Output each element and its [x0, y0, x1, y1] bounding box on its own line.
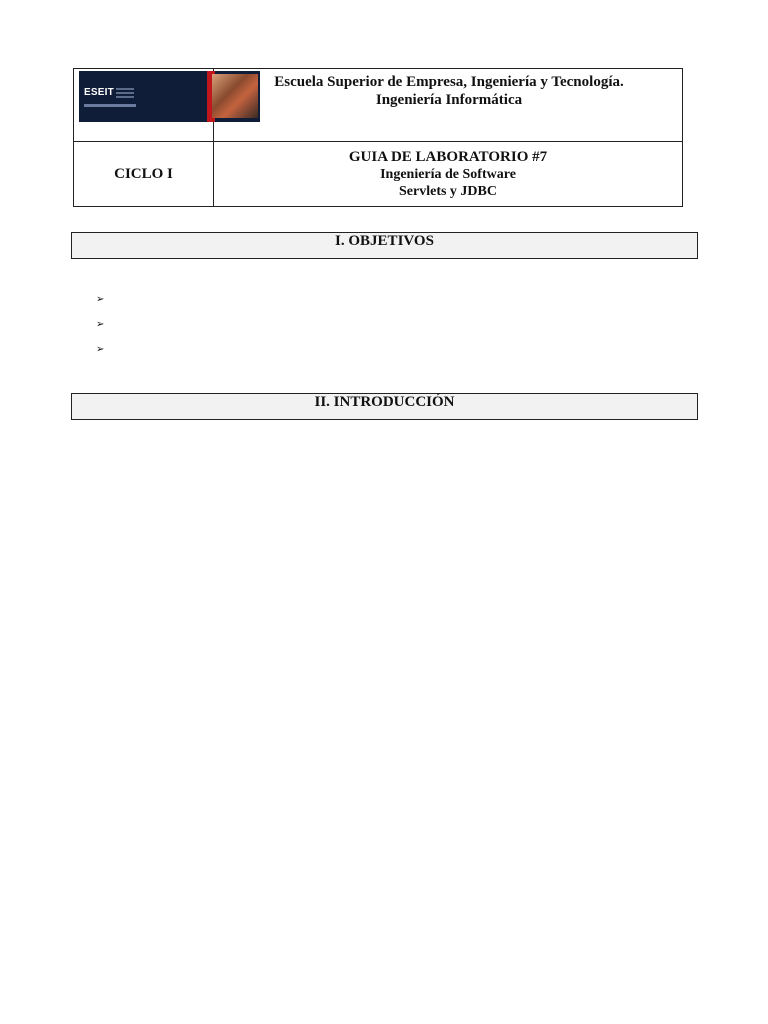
objective-bullet-icon: ➢ — [96, 294, 105, 305]
subject-name: Ingeniería de Software — [380, 166, 516, 182]
logo-cell — [74, 69, 214, 142]
school-header — [215, 73, 683, 109]
objective-bullet-icon: ➢ — [96, 319, 105, 330]
section-introduction-heading: II. INTRODUCCIÓN — [71, 393, 698, 420]
logo-decoration — [116, 88, 134, 100]
guide-title: GUIA DE LABORATORIO #7 — [348, 148, 548, 165]
guide-info-cell — [214, 142, 683, 207]
objectives-list — [96, 292, 104, 367]
objective-bullet-icon: ➢ — [96, 344, 105, 355]
department-name: Ingeniería Informática — [375, 92, 523, 108]
logo-text: ESEIT — [84, 87, 114, 98]
cycle-label: CICLO I — [74, 142, 214, 207]
guide-topic: Servlets y JDBC — [399, 183, 497, 199]
section-objectives-heading: I. OBJETIVOS — [71, 232, 698, 259]
school-name: Escuela Superior de Empresa, Ingeniería y Tecnología. — [274, 74, 624, 90]
logo-tagline-mark — [84, 104, 136, 107]
